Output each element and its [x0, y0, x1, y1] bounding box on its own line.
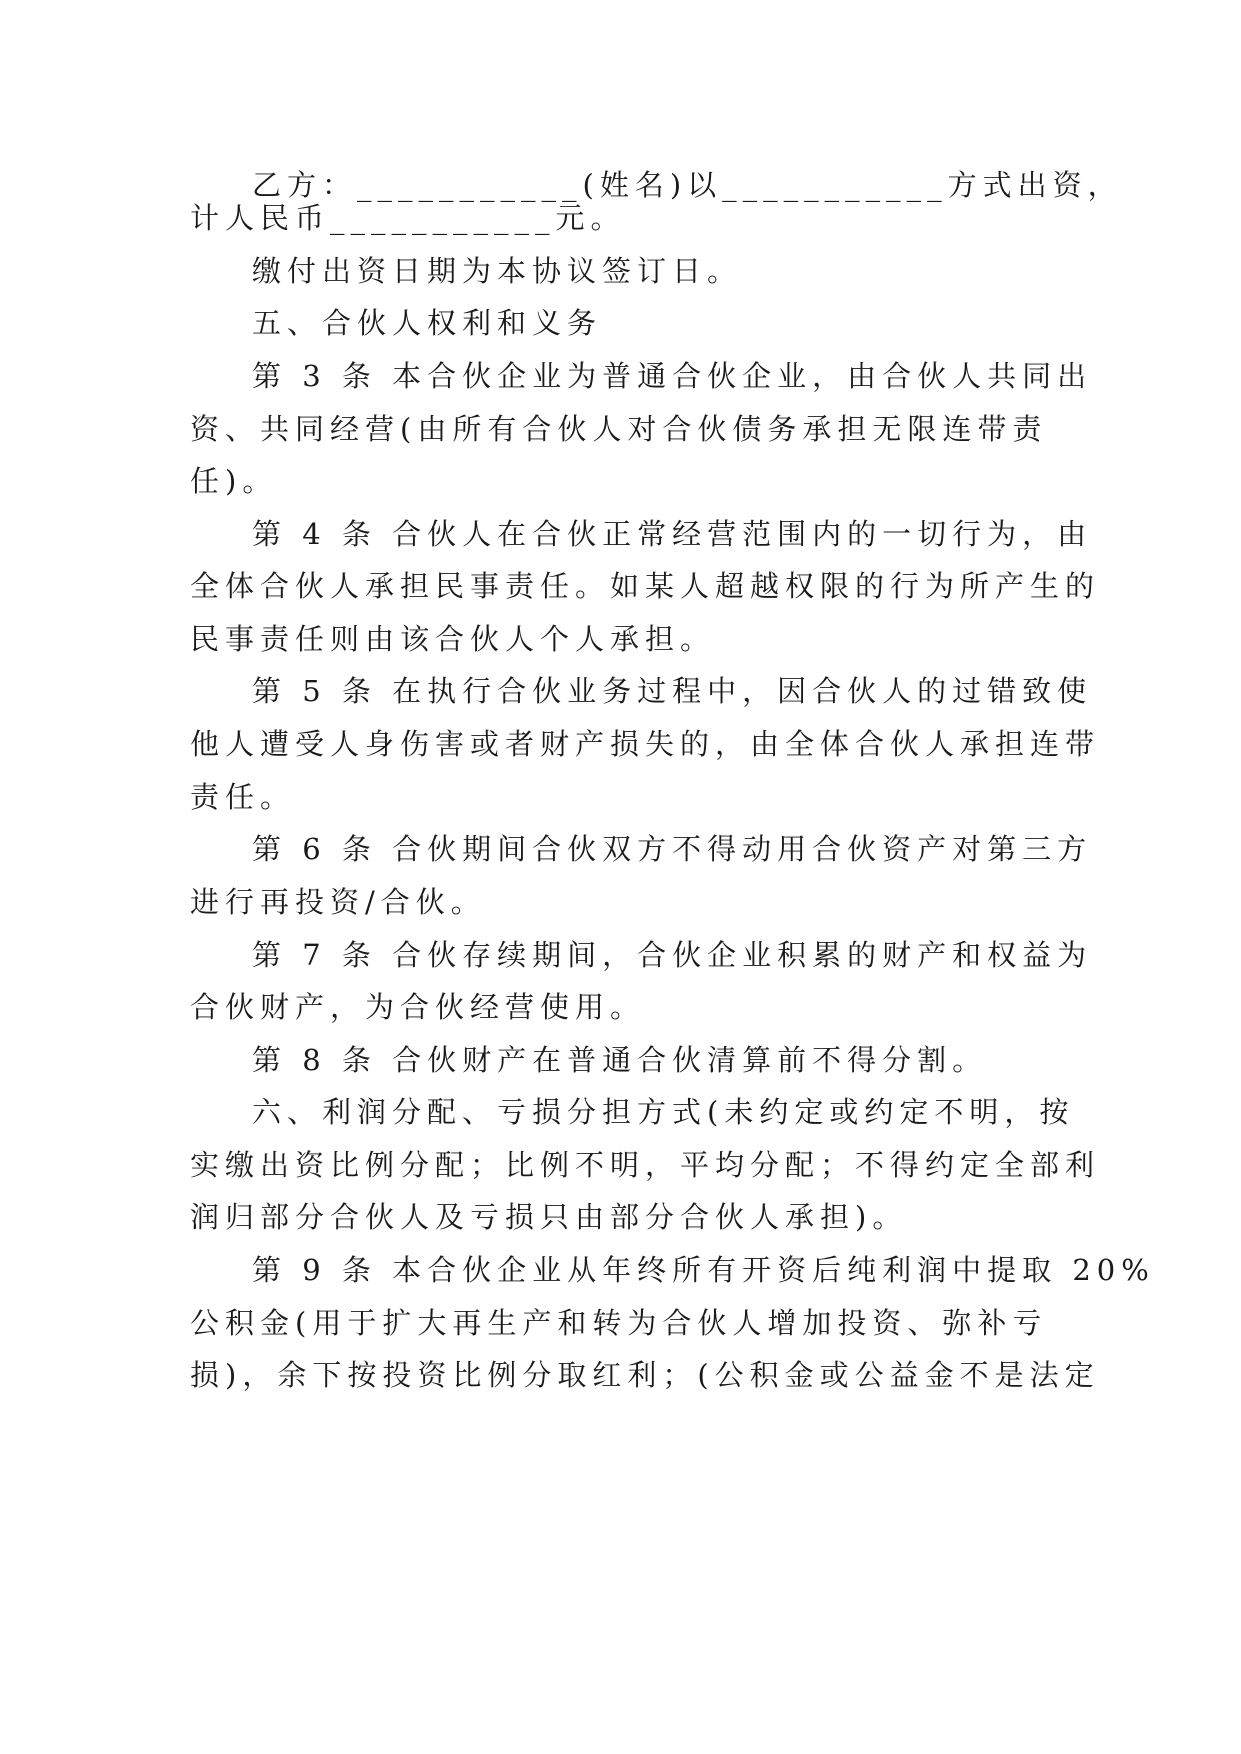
section-heading: 六、利润分配、亏损分担方式(未约定或约定不明，按	[252, 1095, 1075, 1129]
text-line: 第 6 条 合伙期间合伙双方不得动用合伙资产对第三方	[252, 832, 1093, 866]
text-line: 第 4 条 合伙人在合伙正常经营范围内的一切行为，由	[252, 517, 1093, 551]
text-line: 进行再投资/合伙。	[190, 885, 486, 919]
text-line: 乙方：___________(姓名)以___________方式出资，	[252, 168, 1123, 202]
text-line: 合伙财产，为合伙经营使用。	[190, 990, 646, 1024]
text-line: 全体合伙人承担民事责任。如某人超越权限的行为所产生的	[190, 569, 1101, 603]
text-line: 计人民币___________元。	[190, 201, 626, 235]
text-line: 第 9 条 本合伙企业从年终所有开资后纯利润中提取 20%	[252, 1253, 1155, 1287]
section-heading: 五、合伙人权利和义务	[252, 306, 603, 340]
text-line: 资、共同经营(由所有合伙人对合伙债务承担无限连带责	[190, 412, 1048, 446]
text-line: 润归部分合伙人及亏损只由部分合伙人承担)。	[190, 1200, 908, 1234]
text-line: 第 3 条 本合伙企业为普通合伙企业，由合伙人共同出	[252, 359, 1093, 393]
text-line: 责任。	[190, 780, 296, 814]
text-line: 第 7 条 合伙存续期间，合伙企业积累的财产和权益为	[252, 938, 1093, 972]
text-line: 第 8 条 合伙财产在普通合伙清算前不得分割。	[252, 1043, 988, 1077]
text-line: 民事责任则由该合伙人个人承担。	[190, 622, 716, 656]
text-line: 任)。	[190, 464, 278, 498]
text-line: 损)，余下按投资比例分取红利；(公积金或公益金不是法定	[190, 1358, 1100, 1392]
text-line: 公积金(用于扩大再生产和转为合伙人增加投资、弥补亏	[190, 1306, 1048, 1340]
text-line: 实缴出资比例分配；比例不明，平均分配；不得约定全部利	[190, 1148, 1101, 1182]
text-line: 第 5 条 在执行合伙业务过程中，因合伙人的过错致使	[252, 674, 1093, 708]
text-line: 他人遭受人身伤害或者财产损失的，由全体合伙人承担连带	[190, 727, 1101, 761]
text-line: 缴付出资日期为本协议签订日。	[252, 254, 743, 288]
